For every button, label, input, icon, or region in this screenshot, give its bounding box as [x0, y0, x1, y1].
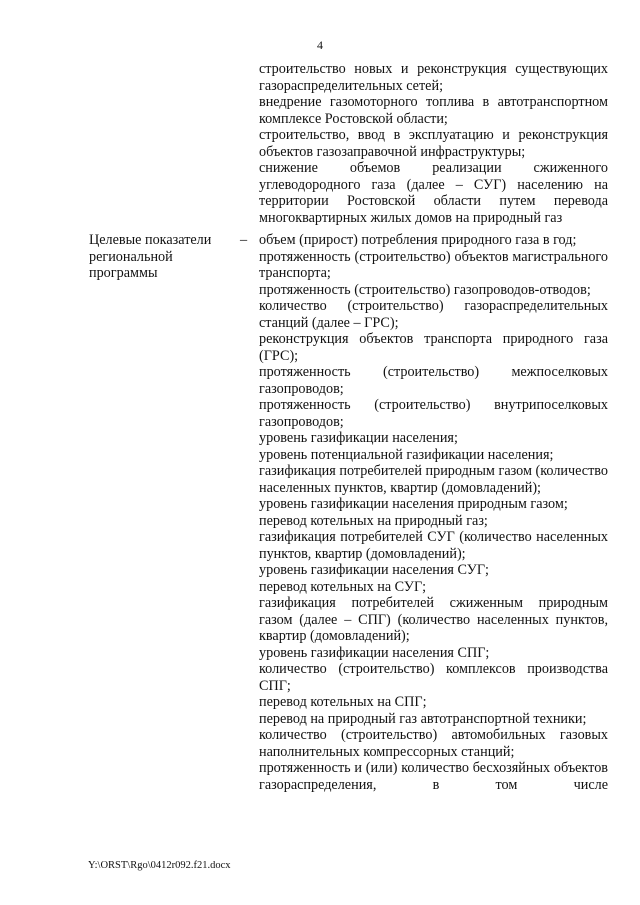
list-item: протяженность и (или) количество бесхозяйных объектов газораспределения, в том числе: [259, 760, 608, 793]
list-item: уровень газификации населения;: [259, 430, 458, 446]
page-number: 4: [317, 38, 323, 52]
list-item: внедрение газомоторного топлива в автотранспортном комплексе Ростовской области;: [259, 94, 608, 127]
list-item: строительство, ввод в эксплуатацию и реконструкция объектов газозаправочной инфраструктуры;: [259, 127, 608, 160]
list-item: перевод котельных на СУГ;: [259, 578, 427, 595]
list-item: количество (строительство) автомобильных газовых наполнительных компрессорных станций;: [259, 727, 608, 760]
file-path-footer: Y:\ORST\Rgo\0412r092.f21.docx: [88, 860, 231, 871]
list-item: уровень газификации населения СПГ;: [259, 644, 490, 661]
list-item: протяженность (строительство) межпоселковых газопроводов;: [259, 364, 608, 397]
list-item: перевод котельных на СПГ;: [259, 694, 427, 710]
list-item: реконструкция объектов транспорта природного газа (ГРС);: [259, 331, 608, 364]
list-item: уровень потенциальной газификации населения;: [259, 446, 554, 463]
list-item: уровень газификации населения СУГ;: [259, 562, 489, 578]
section-label: Целевые показатели региональной программы: [89, 232, 212, 281]
list-item: газификация потребителей СУГ (количество населенных пунктов, квартир (домовладений);: [259, 529, 608, 562]
list-item: уровень газификации населения природным газом;: [259, 496, 568, 512]
list-item: строительство новых и реконструкция существующих газораспределительных сетей;: [259, 61, 608, 94]
list-item: объем (прирост) потребления природного газа в год;: [259, 232, 577, 248]
list-item: количество (строительство) газораспределительных станций (далее – ГРС);: [259, 298, 608, 331]
list-item: протяженность (строительство) внутрипоселковых газопроводов;: [259, 397, 608, 430]
list-item: газификация потребителей сжиженным природным газом (далее – СПГ) (количество населенных пунктов, квартир (домовладений);: [259, 595, 608, 644]
list-item: газификация потребителей природным газом (количество населенных пунктов, квартир (домовладений);: [259, 463, 608, 496]
list-item: протяженность (строительство) газопроводов-отводов;: [259, 281, 591, 298]
list-item: количество (строительство) комплексов производства СПГ;: [259, 661, 608, 694]
list-item: протяженность (строительство) объектов магистрального транспорта;: [259, 248, 608, 281]
list-item: перевод на природный газ автотранспортной техники;: [259, 710, 587, 727]
top-items-list: [259, 61, 608, 226]
list-item: снижение объемов реализации сжиженного углеводородного газа (далее – СУГ) населению на территории Ростовской области путем перевода многоквартирных жилых домов на природный газ: [259, 160, 608, 226]
target-indicators-list: [259, 232, 608, 793]
list-item: перевод котельных на природный газ;: [259, 512, 488, 529]
section-dash: –: [240, 232, 248, 248]
